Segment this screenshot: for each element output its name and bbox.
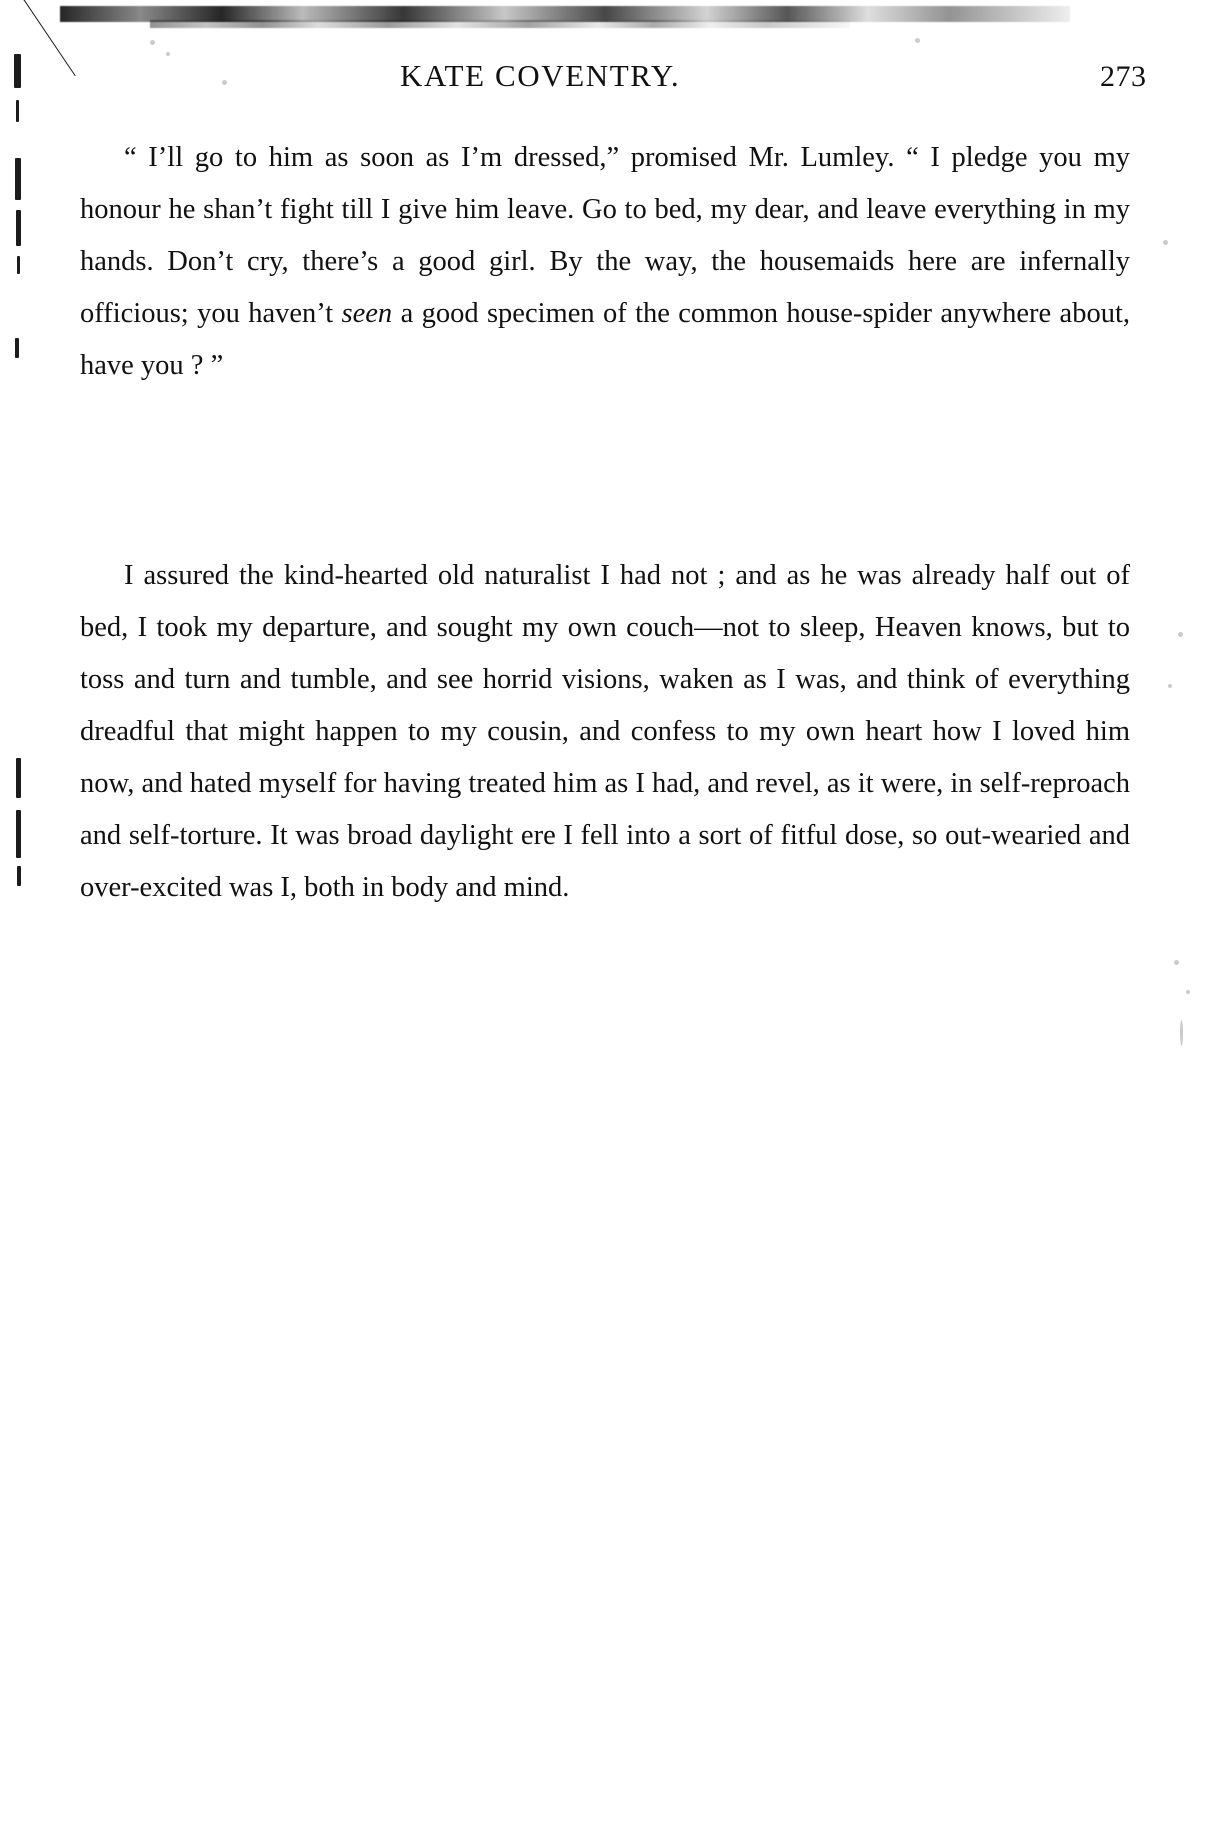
paragraph-dialogue [80, 132, 1130, 392]
paragraph-text [80, 132, 1130, 392]
page-number: 273 [1100, 60, 1147, 93]
paragraph-1-emphasis: seen [341, 298, 393, 329]
paragraph-1-segment-a: “ I’ll go to him as soon as I’m dressed,” promised Mr. Lumley. “ I pledge you my honour he shan’t fight till I give him leave. Go to bed, my dear, and leave everything in my hands. Don’t cry, there’s a good girl. By the way, the housemaids here are infernally officious; you haven’t [80, 142, 1130, 329]
scan-speck [1163, 240, 1168, 245]
scan-speck [1178, 632, 1183, 637]
scan-speck [1174, 960, 1179, 965]
scan-speck [1168, 684, 1172, 688]
scan-smudge-top-secondary [150, 20, 850, 28]
page-header [80, 58, 1147, 104]
paragraph-narration [80, 550, 1130, 914]
scan-speck [915, 38, 920, 43]
scan-speck [1186, 990, 1190, 994]
page-edge-marks [10, 48, 26, 1048]
paragraph-1-segment-b: a good specimen of the common house-spider anywhere about, have you ? ” [80, 298, 1131, 381]
paragraph-text: I assured the kind-hearted old naturalist I had not ; and as he was already half out of bed, I took my departure, and sought my own couch—not to sleep, Heaven knows, but to toss and turn and tumble, and see horrid visions, waken as I was, and think of everything dreadful that might happen to my cousin, and confess to my own heart how I loved him now, and hated myself for having treated him as I had, and revel, as it were, in self-reproach and self-torture. It was broad daylight ere I fell into a sort of fitful dose, so out-wearied and over-excited was I, both in body and mind. [80, 560, 1130, 903]
scan-speck [150, 40, 155, 45]
running-title: KATE COVENTRY. [400, 58, 681, 93]
scan-speck [1180, 1020, 1183, 1046]
scan-speck [166, 52, 170, 56]
